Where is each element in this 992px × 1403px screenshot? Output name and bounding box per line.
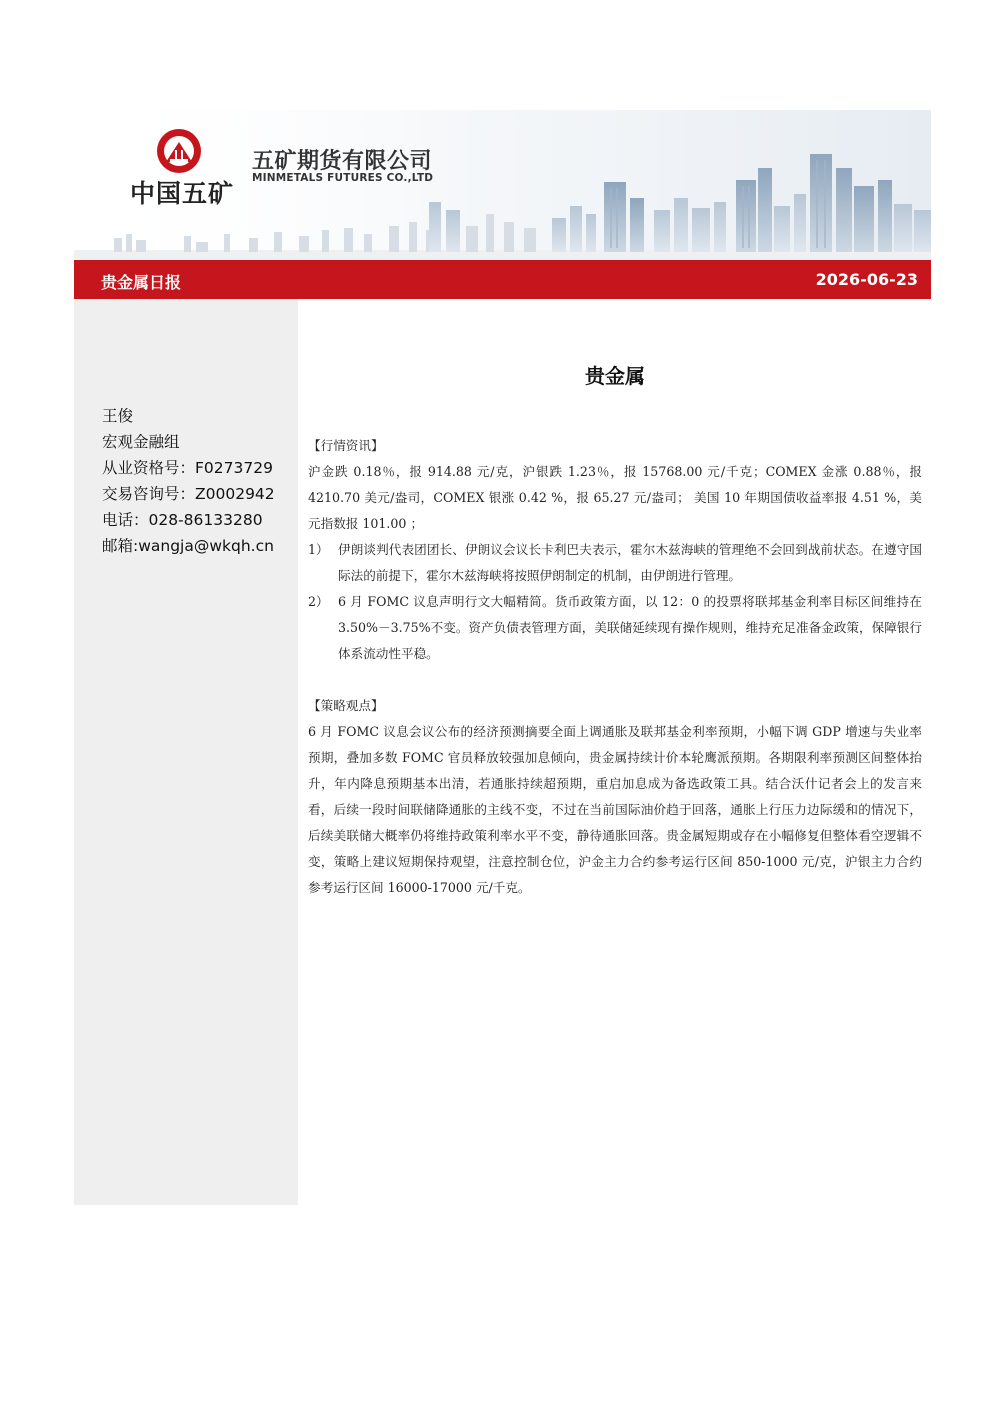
author-consult-number: 交易咨询号：Z0002942: [102, 485, 275, 503]
strategy-text: 6 月 FOMC 议息会议公布的经济预测摘要全面上调通胀及联邦基金利率预期，小幅下调 GDP 增速与失业率预期，叠加多数 FOMC 官员释放较强加息倾向，贵金属持续计价本轮鹰派预期。各期限利率预测区间整体抬升，年内降息预期基本出清，若通胀持续超预期，重启加息成为备选政策工具。结合沃什记者会上的发言来看，后续一段时间联储降通胀的主线不变，不过在当前国际油价趋于回落，通胀上行压力边际缓和的情况下，后续美联储大概率仍将维持政策利率水平不变，静待通胀回落。贵金属短期或存在小幅修复但整体看空逻辑不变，策略上建议短期保持观望，注意控制仓位，沪金主力合约参考运行区间 850-1000 元/克，沪银主力合约参考运行区间 16000-17000 元/千克。: [308, 724, 922, 895]
author-name: 王俊: [102, 407, 134, 425]
report-title-bar: [74, 260, 931, 299]
company-name-en: MINMETALS FUTURES CO.,LTD: [252, 172, 434, 184]
author-phone: 电话：028-86133280: [102, 511, 263, 529]
report-title: 贵金属日报: [101, 273, 182, 292]
list-item: 2） 6 月 FOMC 议息声明行文大幅精简。货币政策方面，以 12：0 的投票将联邦基金利率目标区间维持在 3.50%－3.75%不变。资产负债表管理方面，美联储延续现有操作规则，维持充足准备金政策，保障银行体系流动性平稳。: [308, 594, 922, 661]
list-item: 1） 伊朗谈判代表团团长、伊朗议会议长卡利巴夫表示，霍尔木兹海峡的管理绝不会回到战前状态。在遵守国际法的前提下，霍尔木兹海峡将按照伊朗制定的机制，由伊朗进行管理。: [308, 542, 922, 583]
report-body: [308, 360, 922, 901]
market-heading: 【行情资讯】: [308, 438, 384, 453]
page-header: [74, 110, 931, 260]
author-info: [102, 403, 275, 559]
author-sidebar: [74, 299, 298, 1205]
market-summary: 沪金跌 0.18％，报 914.88 元/克，沪银跌 1.23％，报 15768.00 元/千克；COMEX 金涨 0.88％，报 4210.70 美元/盎司，COMEX 银涨 0.42 %，报 65.27 元/盎司； 美国 10 年期国债收益率报 4.51 %，美元指数报 101.00 ；: [308, 464, 922, 531]
author-group: 宏观金融组: [102, 433, 180, 451]
company-name-cn: 五矿期货有限公司: [252, 149, 433, 174]
logo-text: 中国五矿: [130, 179, 235, 208]
author-email: 邮箱:wangja@wkqh.cn: [102, 537, 274, 555]
section-title: 贵金属: [585, 364, 645, 388]
minmetals-emblem-icon: [154, 126, 204, 176]
report-date: 2026-06-23: [815, 270, 918, 289]
author-qualification: 从业资格号：F0273729: [102, 459, 273, 477]
strategy-heading: 【策略观点】: [308, 698, 384, 713]
